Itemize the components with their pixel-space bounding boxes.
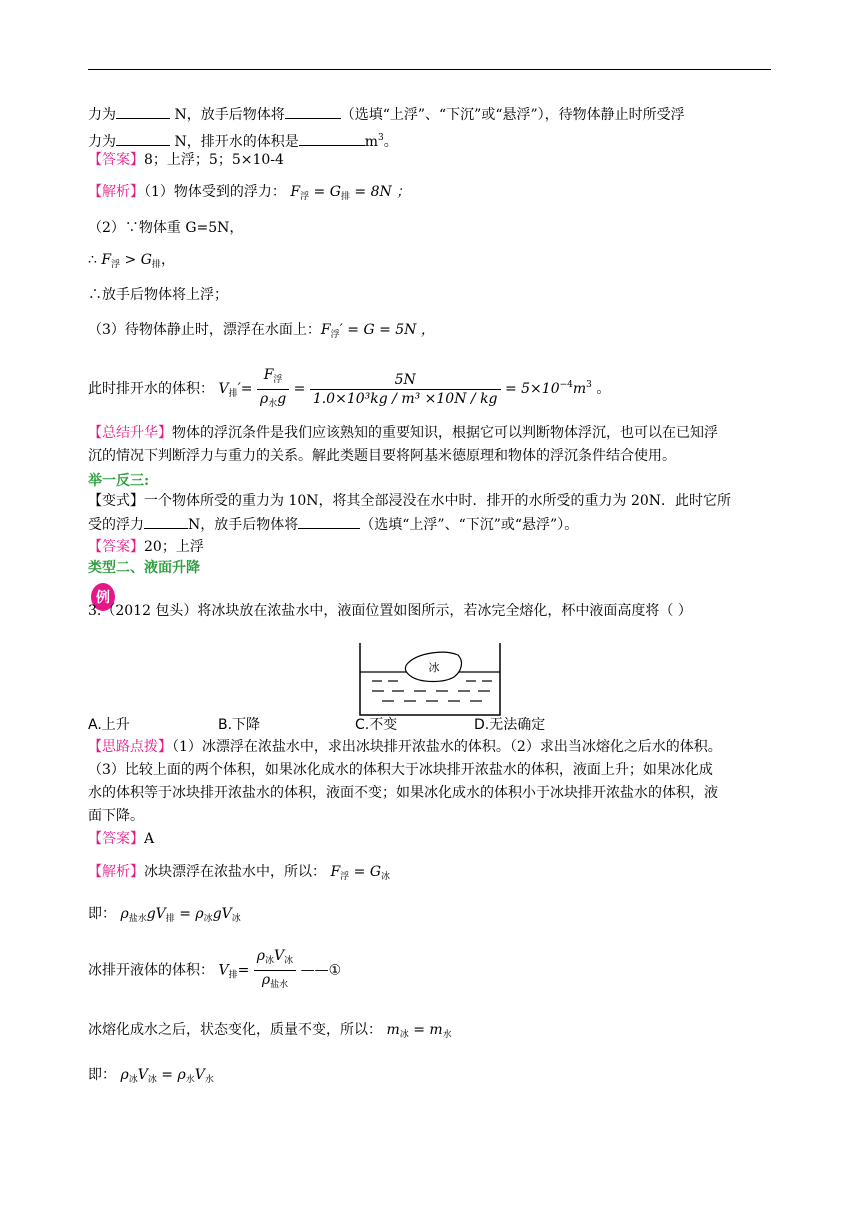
- answer-3: 【答案】A: [88, 831, 155, 847]
- hint-line-2: （3）比较上面的两个体积，如果冰化成水的体积大于冰块排开浓盐水的体积，液面上升；如果冰化成: [88, 762, 713, 778]
- hint-line-1: 【思路点拨】（1）冰漂浮在浓盐水中，求出冰块排开浓盐水的体积。（2）求出当冰熔化之后水的体积。: [88, 739, 722, 755]
- variant-line-1: 【变式】一个物体所受的重力为 10N，将其全部浸没在水中时．排开的水所受的重力为 20N．此时它所: [88, 493, 732, 509]
- variant-line-2: 受的浮力 N，放手后物体将 （选填“上浮”、“下沉”或“悬浮”）。: [88, 514, 578, 535]
- ice-beaker-figure: [358, 641, 502, 717]
- analysis-1-line-4: ∴放手后物体将上浮；: [88, 287, 228, 303]
- question-3: 3.（2012 包头）将冰块放在浓盐水中，液面位置如图所示，若冰完全熔化，杯中液面高度将（ ）: [88, 603, 692, 619]
- fraction-3: $\frac{\rho_冰V_冰}{\rho_{盐水}}$: [254, 948, 296, 993]
- option-b[interactable]: B.下降: [218, 717, 261, 733]
- analysis-3-line-3: 冰排开液体的体积： $V_排=$ $\frac{\rho_冰V_冰}{\rho_{盐水}}$ ——①: [88, 948, 341, 992]
- answer-blank: [144, 514, 188, 529]
- header-rule: [88, 69, 771, 70]
- option-d[interactable]: D.无法确定: [474, 717, 546, 733]
- analysis-1-line-2: （2）∵物体重 G=5N，: [88, 220, 244, 236]
- question-line-2: 力为 N，排开水的体积是 $m^3$。: [88, 133, 398, 150]
- analysis-1-line-6: 此时排开水的体积： $V_排'=$ $\frac{F_浮}{\rho_水g}$ = $\frac{5N}{\text{1.0×10³kg / m³ ×10N / kg}}$ = $5\times 10^{-4}m^3$ 。: [88, 362, 610, 408]
- summary-line-1: 【总结升华】物体的浮沉条件是我们应该熟知的重要知识，根据它可以判断物体浮沉，也可以在已知浮: [88, 425, 718, 441]
- answer-blank: [285, 104, 341, 119]
- analysis-3-line-4: 冰熔化成水之后，状态变化，质量不变，所以： $m_冰 = m_水$: [88, 1022, 452, 1040]
- answer-blank: [299, 131, 365, 146]
- option-c[interactable]: C.不变: [355, 717, 398, 733]
- analysis-1-line-3: ∴ $F_浮 > G_排$，: [88, 252, 175, 270]
- analysis-1-line-5: （3）待物体静止时，漂浮在水面上：$F_浮' = G = 5N$ ，: [88, 322, 435, 340]
- section-title: 类型二、液面升降: [88, 560, 200, 576]
- analysis-3-line-1: 【解析】冰块漂浮在浓盐水中，所以： $F_浮 = G_冰$: [88, 864, 391, 882]
- hint-line-3: 水的体积等于冰块排开浓盐水的体积，液面不变；如果冰化成水的体积小于冰块排开浓盐水的体积，液: [88, 785, 718, 801]
- fraction-2: $\frac{5N}{\text{1.0×10³kg / m³ ×10N / kg}}$: [310, 372, 501, 407]
- juyi-heading: 举一反三:: [88, 473, 150, 489]
- ice-label: 冰: [428, 661, 440, 674]
- hint-line-4: 面下降。: [88, 808, 144, 824]
- answer-blank: [116, 104, 170, 119]
- analysis-3-line-2: 即： $\rho_{盐水}gV_排 = \rho_冰gV_冰$: [88, 906, 241, 924]
- answer-blank: [298, 514, 360, 529]
- svg-text:例: 例: [96, 590, 110, 606]
- analysis-3-line-5: 即： $\rho_冰V_冰 = \rho_水V_水$: [88, 1067, 214, 1085]
- option-a[interactable]: A.上升: [88, 717, 130, 733]
- answer-2: 【答案】20；上浮: [88, 539, 204, 555]
- answer-1: 【答案】8；上浮；5；5×10-4: [88, 152, 284, 168]
- fraction-1: $\frac{F_浮}{\rho_水g}$: [257, 367, 289, 412]
- question-line-1: 力为 N，放手后物体将 （选填“上浮”、“下沉”或“悬浮”），待物体静止时所受浮: [88, 104, 685, 125]
- answer-blank: [116, 131, 170, 146]
- summary-line-2: 沉的情况下判断浮力与重力的关系。解此类题目要将阿基米德原理和物体的浮沉条件结合使用。: [88, 448, 676, 464]
- analysis-1-line-1: 【解析】（1）物体受到的浮力： $F_浮 = G_排 = 8N$ ；: [88, 184, 411, 202]
